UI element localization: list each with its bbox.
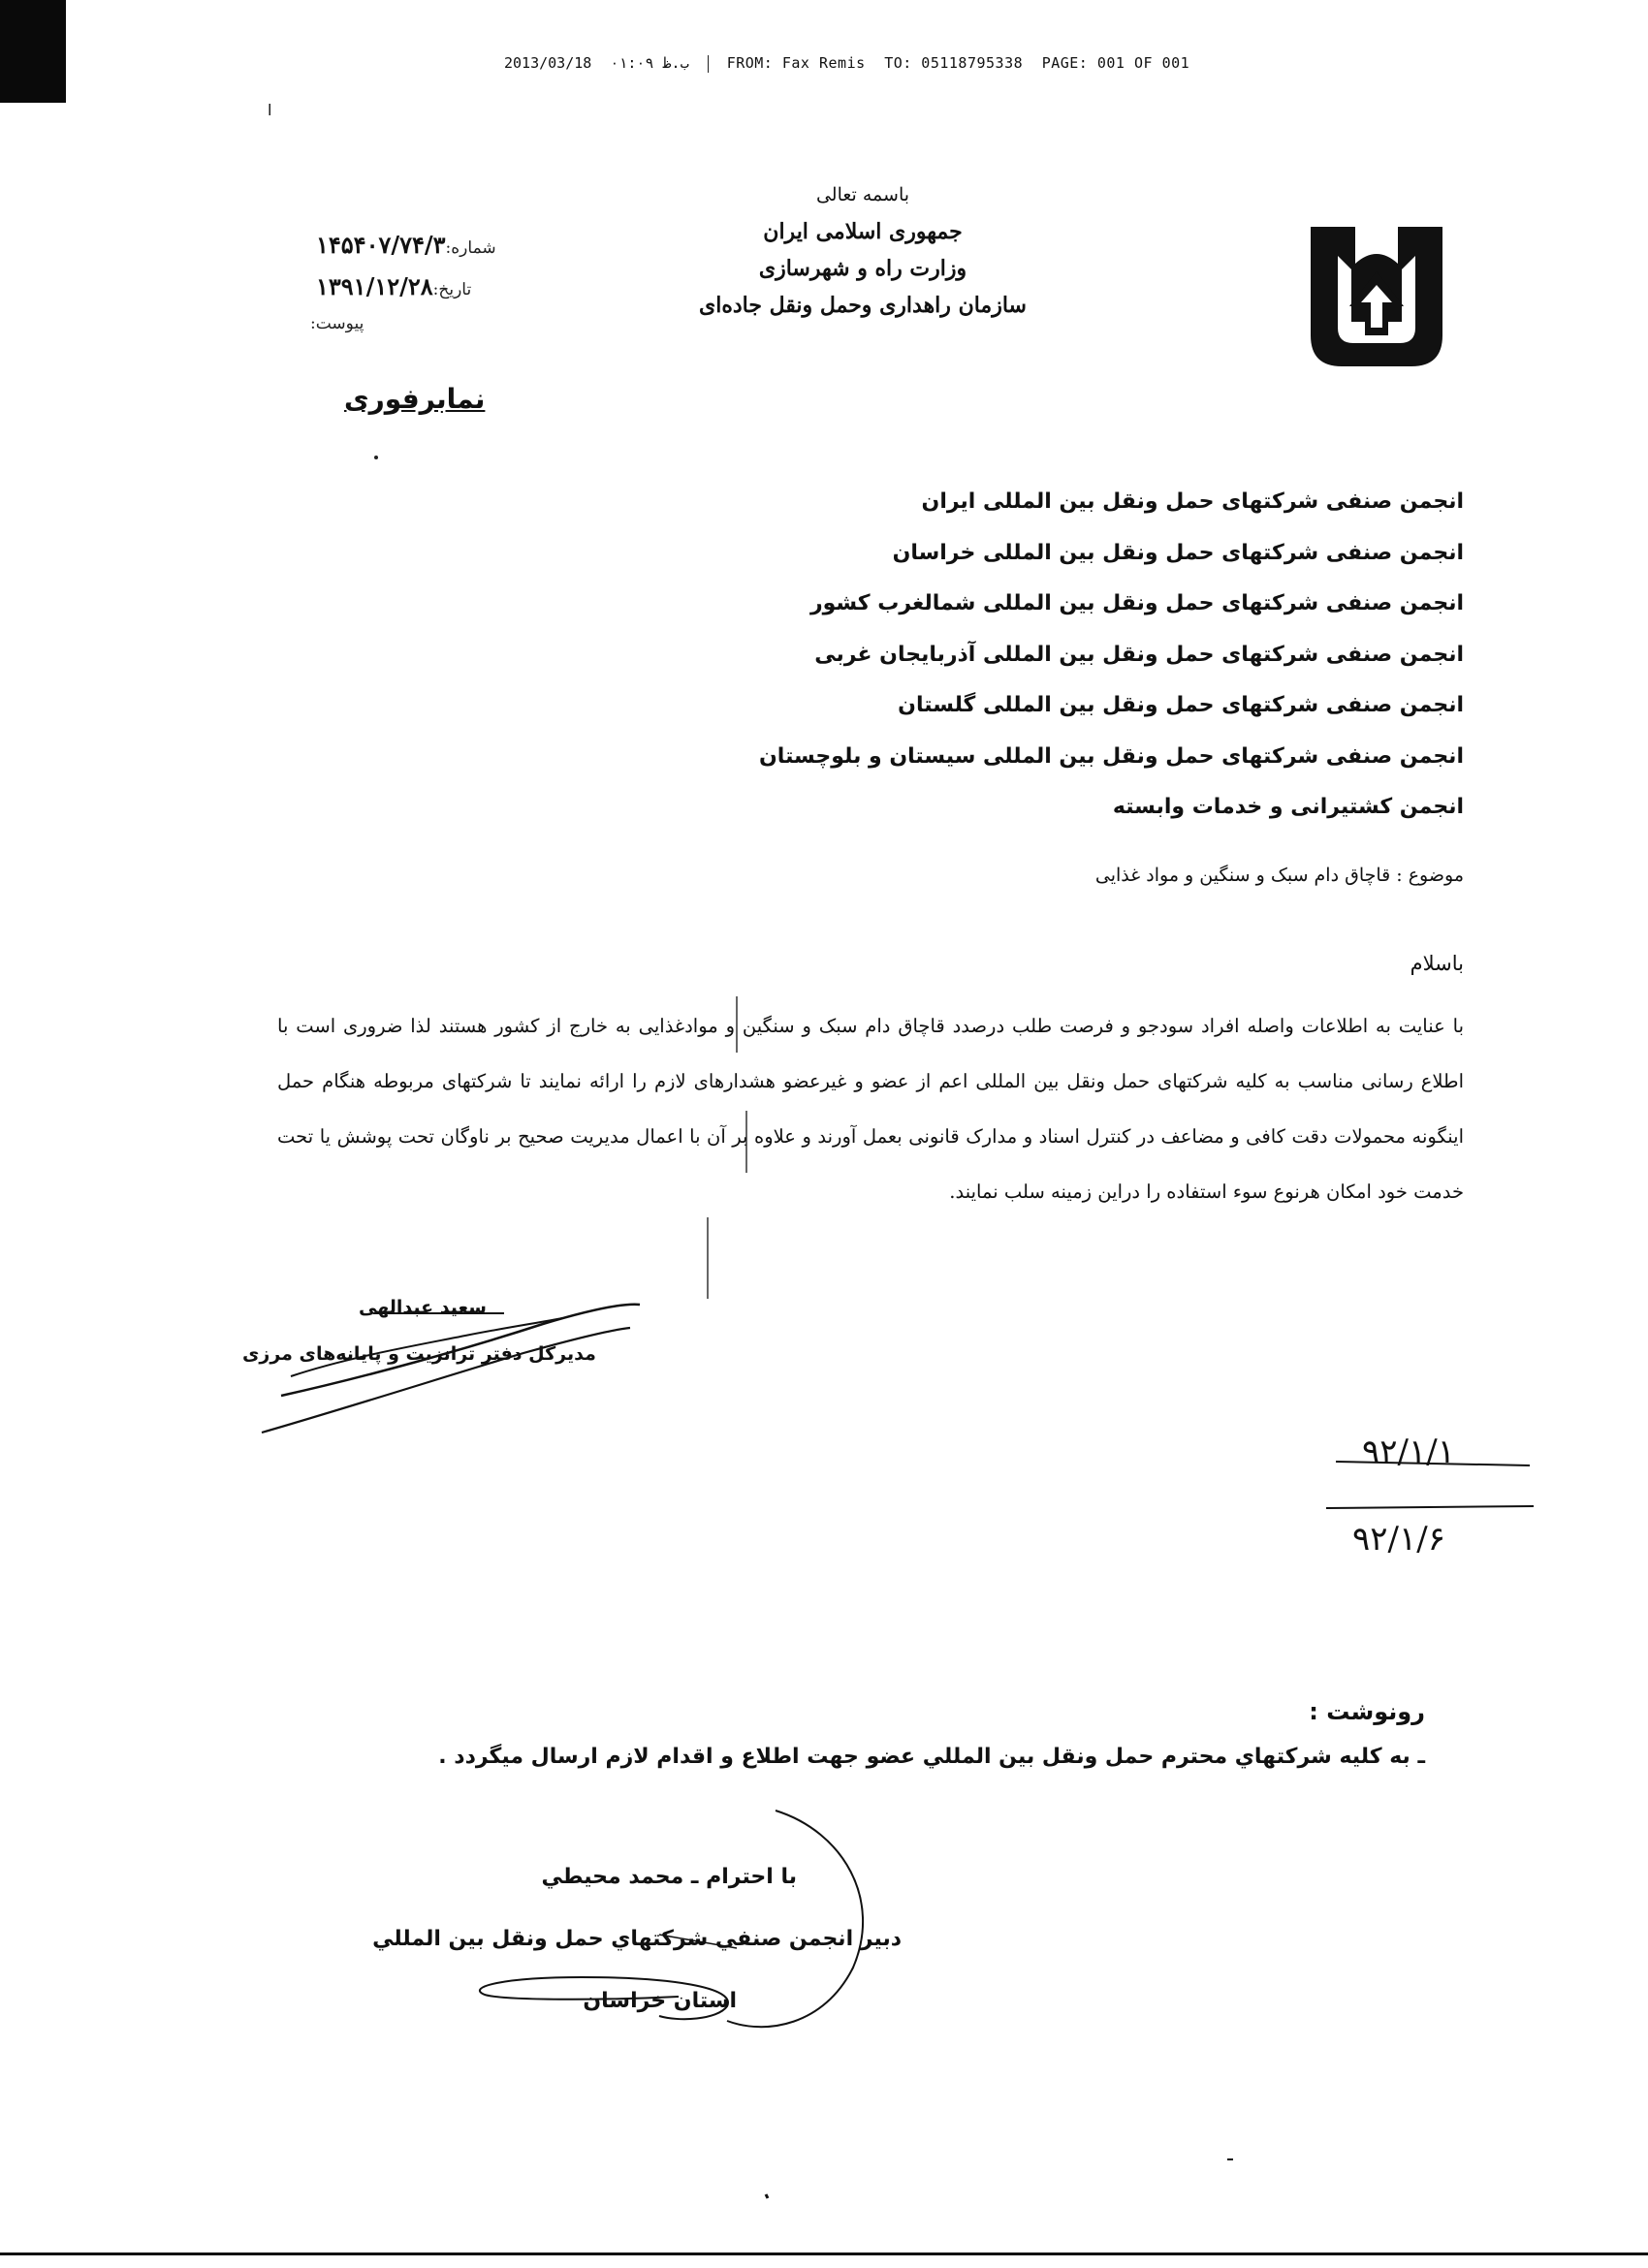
speck-mark bbox=[374, 456, 378, 459]
scan-corner-mark bbox=[0, 0, 66, 103]
letter-date-label: تاریخ: bbox=[432, 280, 472, 299]
province-name: استان خراسان bbox=[583, 1989, 737, 2013]
letter-date-row bbox=[310, 272, 555, 300]
recipient-line: انجمن صنفی شرکتهای حمل ونقل بین المللی آذربایجان غربی bbox=[814, 642, 1464, 667]
fax-header-divider bbox=[708, 55, 709, 73]
letter-date-value: ۱۳۹۱/۱۲/۲۸ bbox=[316, 272, 433, 300]
greeting: باسلام bbox=[1410, 952, 1464, 975]
recipients-list bbox=[737, 477, 1464, 834]
fax-time: ب.ظ ۰۱:۰۹ bbox=[610, 54, 689, 72]
margin-tick: ا bbox=[268, 101, 272, 119]
recipient-line: انجمن کشتیرانی و خدمات وابسته bbox=[1112, 795, 1464, 819]
recipient-line: انجمن صنفی شرکتهای حمل ونقل بین المللی سیستان و بلوچستان bbox=[759, 743, 1464, 769]
recipient-line: انجمن صنفی شرکتهای حمل ونقل بین المللی ایران bbox=[921, 489, 1464, 514]
cc-heading: رونوشت : bbox=[1309, 1698, 1425, 1725]
scan-bottom-edge bbox=[0, 2252, 1648, 2255]
letter-meta bbox=[310, 231, 555, 347]
fax-header bbox=[504, 54, 1199, 73]
closing-regards: با احترام ـ محمد محیطي bbox=[541, 1865, 797, 1889]
handwritten-date: ۹۲/۱/۱ bbox=[1362, 1433, 1455, 1471]
organization-logo-icon bbox=[1299, 221, 1454, 372]
fax-page: PAGE: 001 OF 001 bbox=[1041, 54, 1190, 72]
ministry-name: وزارت راه و شهرسازی bbox=[758, 256, 967, 281]
country-name: جمهوری اسلامی ایران bbox=[763, 219, 963, 244]
secretary-title: دبیر انجمن صنفي شرکتهاي حمل ونقل بین المللي bbox=[372, 1927, 902, 1951]
recipient-line: انجمن صنفی شرکتهای حمل ونقل بین المللی شمالغرب کشور bbox=[809, 591, 1464, 615]
recipient-line: انجمن صنفی شرکتهای حمل ونقل بین المللی خراسان bbox=[892, 540, 1464, 565]
signatory-name: سعید عبدالهی bbox=[359, 1297, 487, 1318]
organization-name: سازمان راهداری وحمل ونقل جاده‌ای bbox=[699, 293, 1027, 318]
subject-line: موضوع : قاچاق دام سبک و سنگین و مواد غذایی bbox=[1094, 865, 1464, 886]
fax-to: TO: 05118795338 bbox=[884, 54, 1024, 72]
letter-number-label: شماره: bbox=[445, 238, 496, 258]
fax-date: 2013/03/18 bbox=[504, 54, 592, 72]
letter-body: با عنایت به اطلاعات واصله افراد سودجو و فرصت طلب درصدد قاچاق دام سبک و سنگین و موادغذایی به خارج از کشور هستند لذا ضروری است با اطلاع رسانی مناسب به کلیه شرکتهای حمل ونقل بین المللی اعم از عضو و غیرعضو هشدارهای لازم را ارائه نمایند تا شرکتهای مربوطه هنگام حمل اینگونه محمولات دقت کافی و مضاعف در کنترل اسناد و مدارک قانونی بعمل آورند و علاوه بر آن با اعمال مدیریت صحیح بر ناوگان تحت پوشش یا تحت خدمت خود امکان هرنوع سوء استفاده را دراین زمینه سلب نمایند. bbox=[277, 1015, 1464, 1203]
cc-text: ـ به کلیه شرکتهاي محترم حمل ونقل بین المللي عضو جهت اطلاع و اقدام لازم ارسال میگردد . bbox=[438, 1745, 1425, 1769]
letter-number-value: ۱۴۵۴۰۷/۷۴/۳ bbox=[316, 231, 446, 259]
attachment-row bbox=[310, 314, 555, 333]
bismillah-text: باسمه تعالی bbox=[815, 184, 910, 205]
recipient-line: انجمن صنفی شرکتهای حمل ونقل بین المللی گلستان bbox=[898, 693, 1464, 717]
fax-from: FROM: Fax Remis bbox=[726, 54, 866, 72]
letter-number-row bbox=[310, 231, 555, 259]
letterhead bbox=[620, 184, 1105, 330]
attachment-label: پیوست: bbox=[310, 314, 364, 333]
signatory-title: مدیرکل دفتر ترانزیت و پایانه‌های مرزی bbox=[242, 1343, 596, 1365]
handwritten-date: ۹۲/۱/۶ bbox=[1352, 1520, 1445, 1559]
urgent-fax-label: نمابرفوری bbox=[344, 383, 486, 415]
